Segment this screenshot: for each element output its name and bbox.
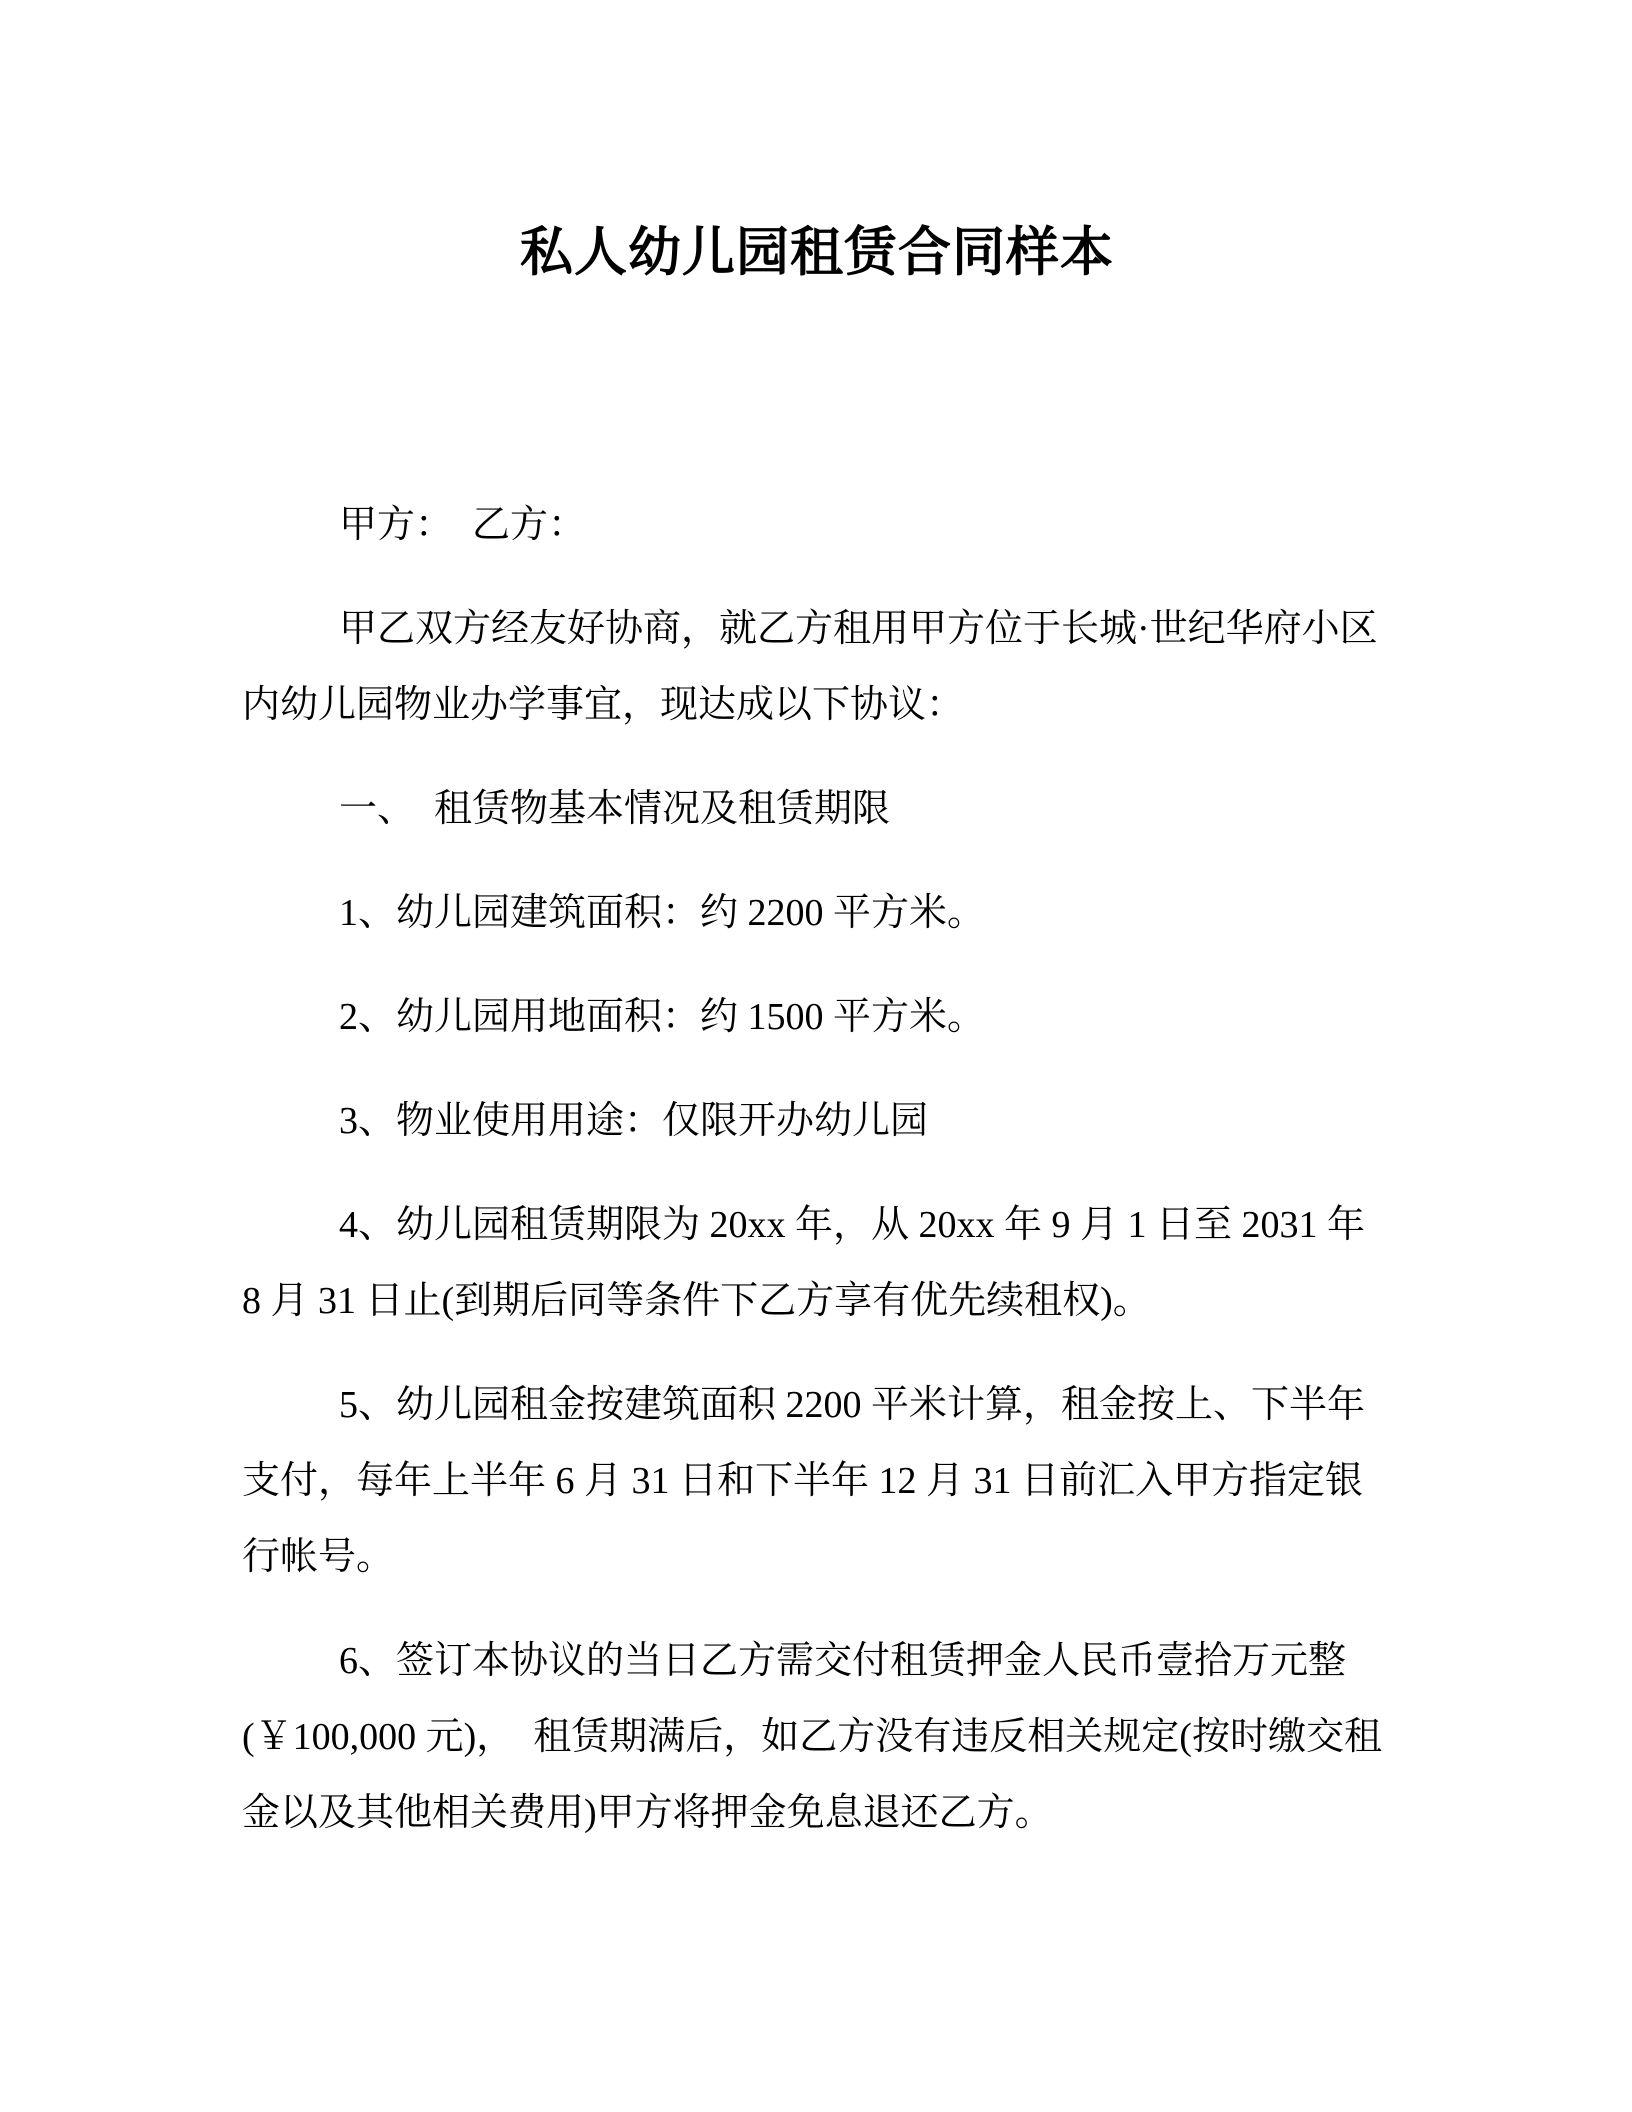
contract-title: 私人幼儿园租赁合同样本 xyxy=(520,223,1114,282)
paragraph-parties xyxy=(242,487,1392,563)
clause-6-deposit xyxy=(242,1623,1392,1851)
text-line: 行帐号。 xyxy=(242,1536,395,1578)
text-line: (￥100,000 元)， 租赁期满后，如乙方没有违反相关规定(按时缴交租 xyxy=(242,1716,1382,1758)
text-line: 1、幼儿园建筑面积：约 2200 平方米。 xyxy=(339,892,986,934)
text-line: 金以及其他相关费用)甲方将押金免息退还乙方。 xyxy=(242,1792,1053,1834)
clause-5-rent-payment xyxy=(242,1367,1392,1595)
text-line: 内幼儿园物业办学事宜，现达成以下协议： xyxy=(242,684,965,726)
clause-2-land-area xyxy=(242,979,1392,1055)
text-line: 甲方： 乙方： xyxy=(339,504,587,546)
text-line: 8 月 31 日止(到期后同等条件下乙方享有优先续租权)。 xyxy=(242,1280,1151,1322)
text-line: 6、签订本协议的当日乙方需交付租赁押金人民币壹拾万元整 xyxy=(339,1640,1347,1682)
text-line: 支付，每年上半年 6 月 31 日和下半年 12 月 31 日前汇入甲方指定银 xyxy=(242,1460,1364,1502)
text-line: 5、幼儿园租金按建筑面积 2200 平米计算，租金按上、下半年 xyxy=(339,1384,1366,1426)
paragraph-preamble xyxy=(242,591,1392,743)
text-line: 一、 租赁物基本情况及租赁期限 xyxy=(339,788,891,830)
text-line: 甲乙双方经友好协商，就乙方租用甲方位于长城·世纪华府小区 xyxy=(339,608,1378,650)
clause-3-usage xyxy=(242,1083,1392,1159)
clause-1-building-area xyxy=(242,875,1392,951)
text-line: 4、幼儿园租赁期限为 20xx 年，从 20xx 年 9 月 1 日至 2031 年 xyxy=(339,1204,1366,1246)
text-line: 2、幼儿园用地面积：约 1500 平方米。 xyxy=(339,996,986,1038)
heading-section-1 xyxy=(242,771,1392,847)
clause-4-lease-term xyxy=(242,1187,1392,1339)
text-line: 3、物业使用用途：仅限开办幼儿园 xyxy=(339,1100,929,1142)
